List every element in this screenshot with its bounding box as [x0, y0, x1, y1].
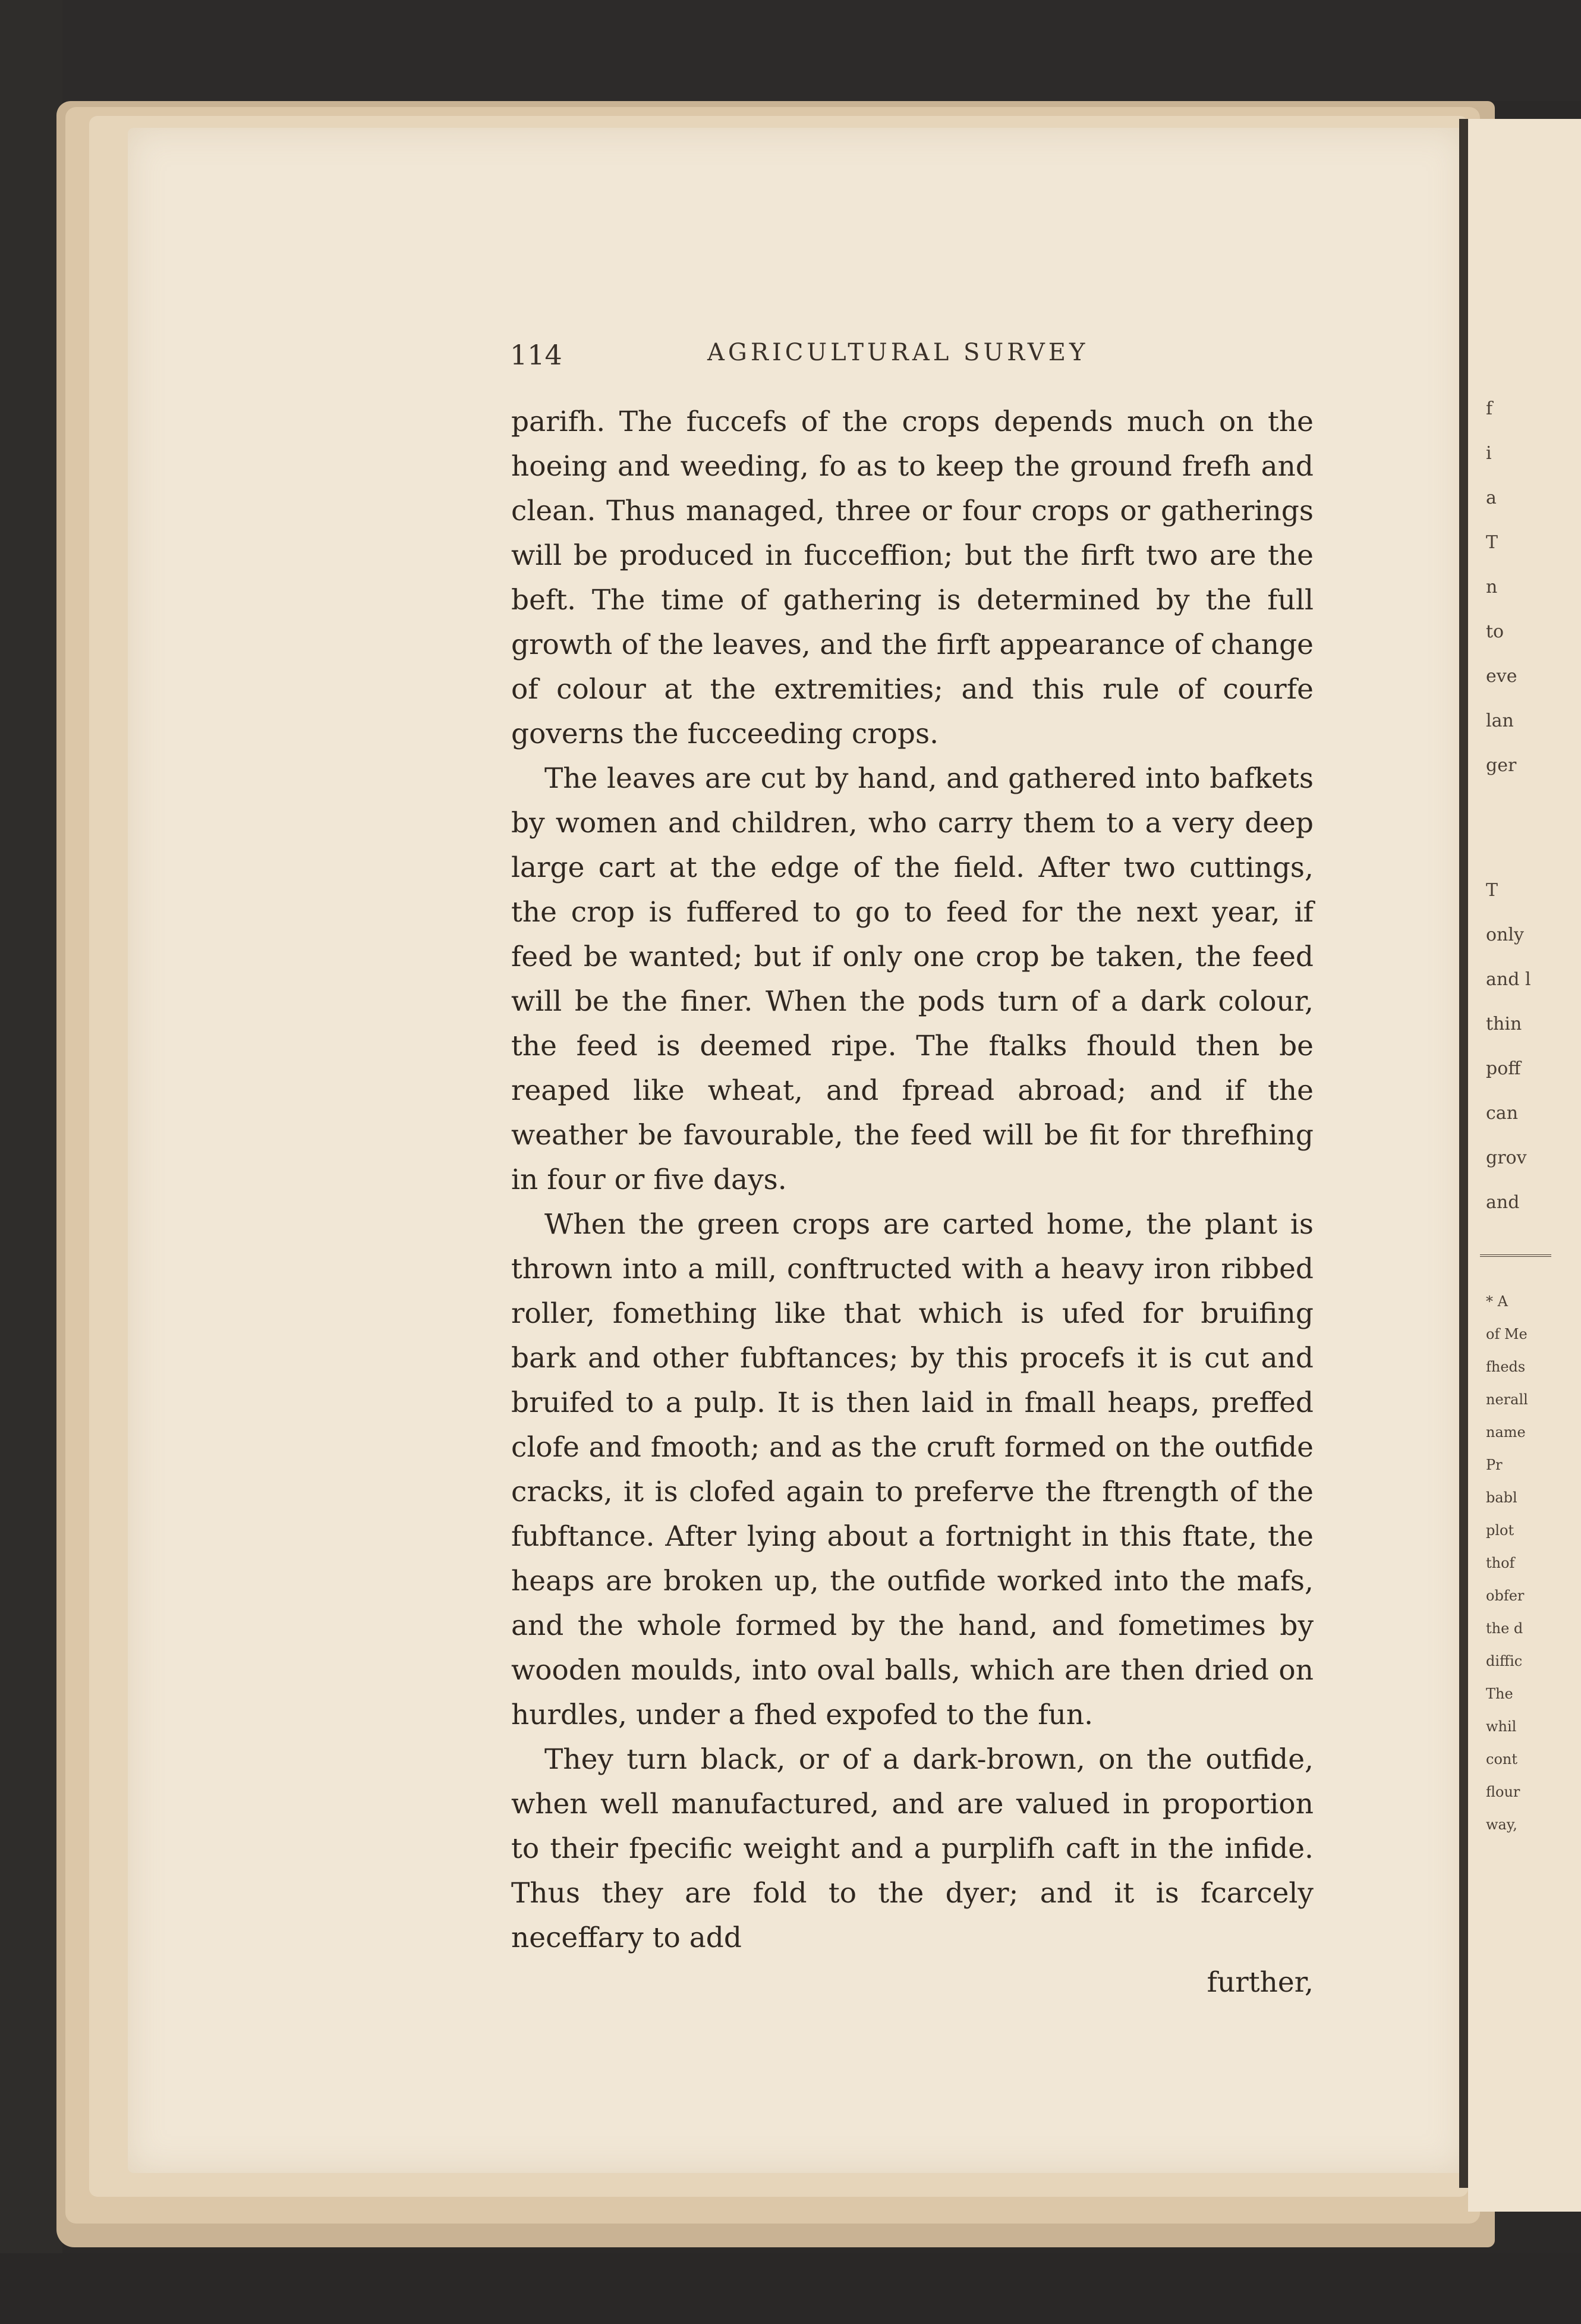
facing-note: plot — [1486, 1522, 1514, 1539]
facing-note: the d — [1486, 1620, 1523, 1637]
facing-text: lan — [1486, 710, 1514, 731]
facing-text: f — [1486, 398, 1493, 419]
body-text — [511, 400, 1314, 2005]
facing-text: grov — [1486, 1147, 1527, 1168]
background-left — [0, 0, 62, 2324]
facing-note: whil — [1486, 1718, 1517, 1735]
facing-note: nerall — [1486, 1391, 1528, 1408]
facing-note: cont — [1486, 1751, 1517, 1768]
paragraph: The leaves are cut by hand, and gathered into bafkets by women and children, who carry them to a very deep large cart at the edge of the field. After two cuttings, the crop is fuffered to go to feed for the next year, if feed be wanted; but if only one crop be taken, the feed will be the finer. When the pods turn of a dark colour, the feed is deemed ripe. The ftalks fhould then be reaped like wheat, and fpread abroad; and if the weather be favourable, the feed will be fit for threfhing in four or five days. — [511, 762, 1314, 1196]
facing-text: only — [1486, 924, 1524, 945]
facing-text: and l — [1486, 969, 1531, 990]
running-title: AGRICULTURAL SURVEY — [707, 339, 1089, 366]
facing-note: fheds — [1486, 1358, 1526, 1375]
facing-note: * A — [1486, 1293, 1508, 1310]
paragraph: parifh. The fuccefs of the crops depends much on the hoeing and weeding, fo as to keep the ground frefh and clean. Thus managed, three or four crops or gatherings will be produced in fucceffion; but the firft two are the beft. The time of gathering is determined by the full growth of the leaves, and the firft appearance of change of colour at the extremities; and this rule of courfe governs the fucceeding crops. — [511, 405, 1314, 750]
facing-text: ger — [1486, 755, 1517, 776]
facing-text: and — [1486, 1192, 1520, 1213]
facing-text: eve — [1486, 666, 1517, 687]
facing-text: a — [1486, 488, 1497, 508]
facing-text: T — [1486, 532, 1498, 553]
facing-note: Pr — [1486, 1457, 1503, 1473]
facing-note: name — [1486, 1424, 1526, 1441]
facing-note: babl — [1486, 1489, 1517, 1506]
facing-note: thof — [1486, 1555, 1515, 1571]
facing-note: obfer — [1486, 1587, 1525, 1604]
facing-page-fragment — [1468, 119, 1581, 2212]
facing-note: The — [1486, 1685, 1513, 1702]
page-number: 114 — [510, 339, 562, 371]
facing-text: can — [1486, 1103, 1519, 1124]
background-bottom — [0, 2253, 1581, 2324]
facing-text: poff — [1486, 1058, 1521, 1079]
facing-rule — [1480, 1254, 1551, 1257]
background-top — [0, 0, 1581, 101]
catchword: further, — [1207, 1966, 1314, 1999]
facing-text: i — [1486, 443, 1492, 464]
facing-note: way, — [1486, 1816, 1517, 1833]
facing-text: T — [1486, 880, 1498, 901]
facing-note: flour — [1486, 1784, 1520, 1800]
paragraph: When the green crops are carted home, the plant is thrown into a mill, conftructed with a heavy iron ribbed roller, fomething like that which is ufed for bruifing bark and other fubftances; by this procefs it is cut and bruifed to a pulp. It is then laid in fmall heaps, preffed clofe and fmooth; and as the cruft formed on the outfide cracks, it is clofed again to preferve the ftrength of the fubftance. After lying about a fortnight in this ftate, the heaps are broken up, the outfide worked into the mafs, and the whole formed by the hand, and fometimes by wooden moulds, into oval balls, which are then dried on hurdles, under a fhed expofed to the fun. — [511, 1208, 1314, 1731]
paragraph: They turn black, or of a dark-brown, on the outfide, when well manufactured, and are valued in proportion to their fpecific weight and a purplifh caft in the infide. Thus they are fold to the dyer; and it is fcarcely neceffary to add — [511, 1743, 1314, 1954]
facing-note: of Me — [1486, 1326, 1528, 1342]
facing-note: diffic — [1486, 1653, 1523, 1669]
facing-text: thin — [1486, 1014, 1522, 1034]
facing-text: n — [1486, 577, 1498, 597]
facing-text: to — [1486, 621, 1504, 642]
